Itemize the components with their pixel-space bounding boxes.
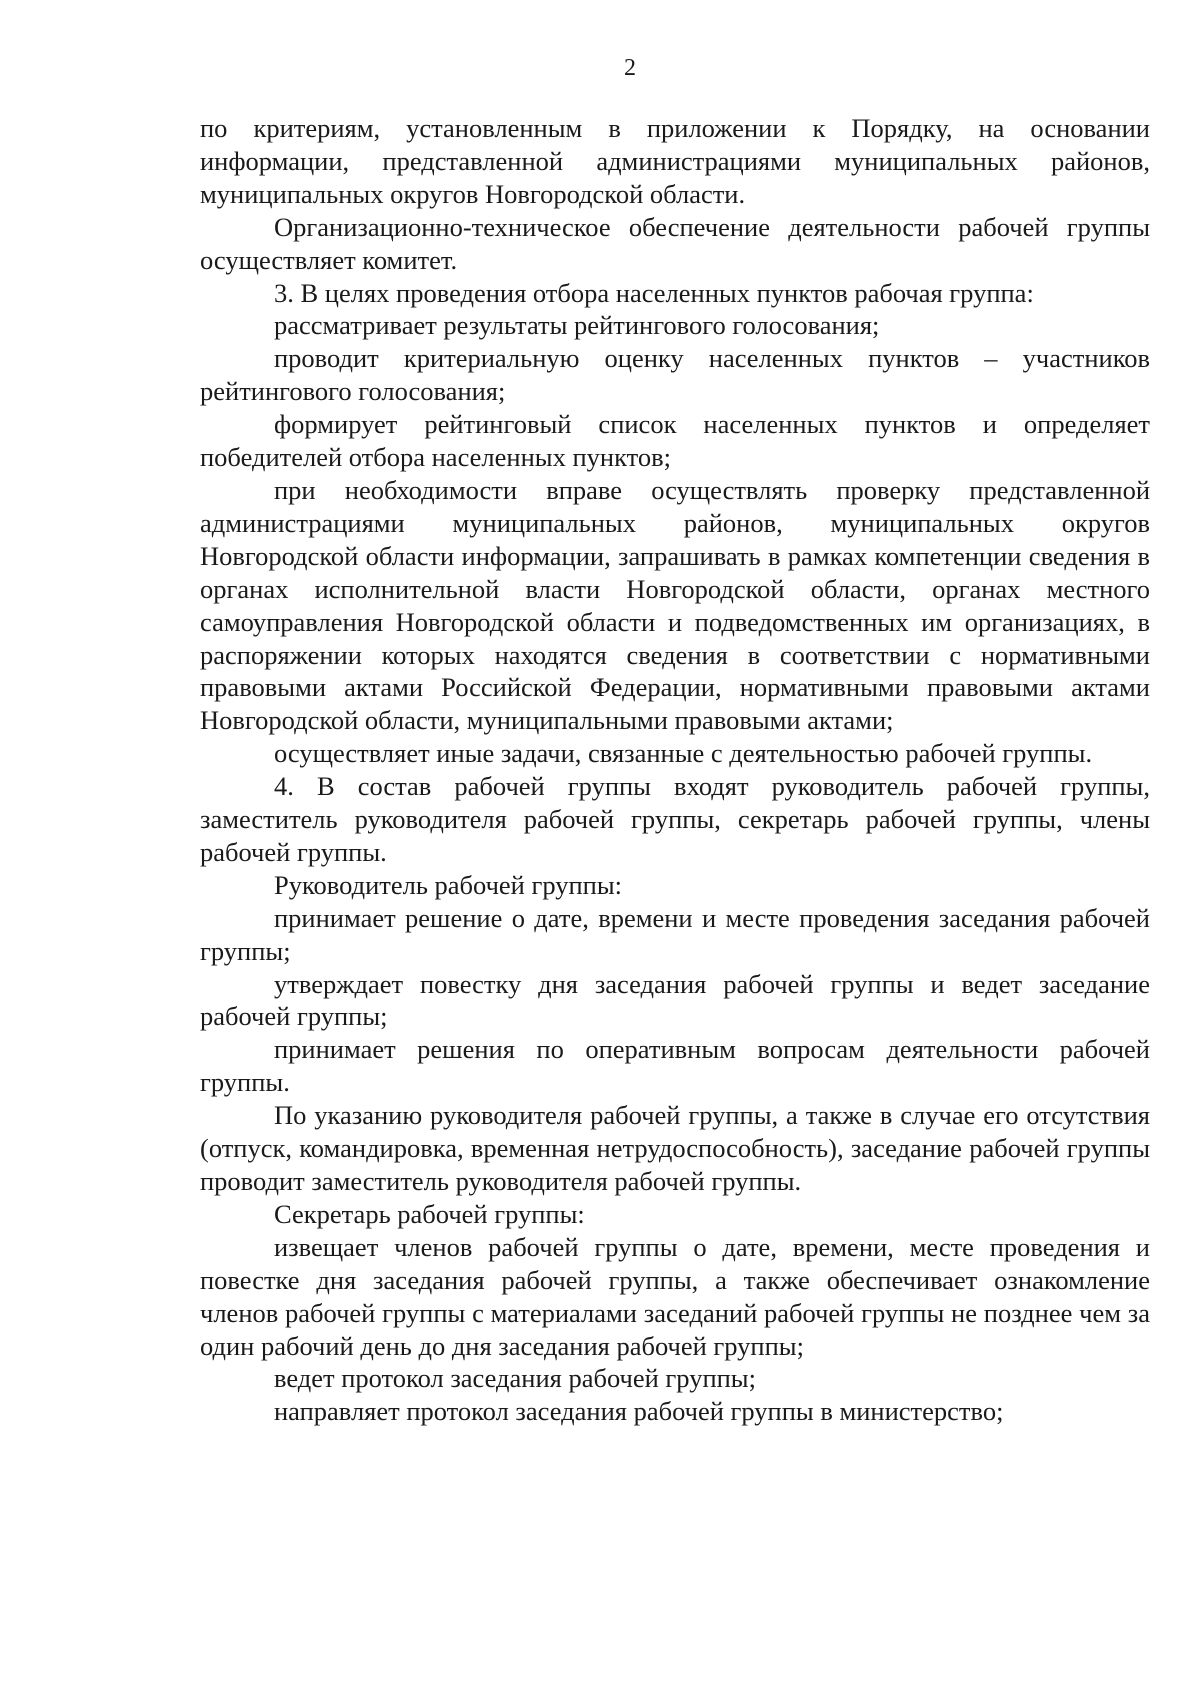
paragraph: ведет протокол заседания рабочей группы; <box>274 1363 756 1394</box>
paragraph: принимает решение о дате, времени и месте проведения заседания рабочей группы; <box>200 902 1150 966</box>
paragraph: 4. В состав рабочей группы входят руководитель рабочей группы, заместитель руководителя рабочей группы, секретарь рабочей группы, члены рабочей группы. <box>200 771 1150 867</box>
paragraph: по критериям, установленным в приложении к Порядку, на основании информации, представленной администрациями муниципальных районов, муниципальных округов Новгородской области. <box>200 113 1150 209</box>
paragraph: извещает членов рабочей группы о дате, времени, месте проведения и повестке дня заседания рабочей группы, а также обеспечивает ознакомление членов рабочей группы с материалами заседаний рабочей группы не позднее чем за один рабочий день до дня заседания рабочей группы; <box>200 1231 1150 1361</box>
paragraph: рассматривает результаты рейтингового голосования; <box>274 310 880 341</box>
paragraph: Организационно-техническое обеспечение деятельности рабочей группы осуществляет комитет. <box>200 211 1150 275</box>
paragraph: Секретарь рабочей группы: <box>274 1198 585 1229</box>
paragraph: осуществляет иные задачи, связанные с деятельностью рабочей группы. <box>274 738 1093 769</box>
paragraph: Руководитель рабочей группы: <box>274 869 623 900</box>
paragraph: принимает решения по оперативным вопросам деятельности рабочей группы. <box>200 1034 1150 1098</box>
paragraph: при необходимости вправе осуществлять проверку представленной администрациями муниципальных районов, муниципальных округов Новгородской области информации, запрашивать в рамках компетенции сведения в органах исполнительной власти Новгородской области, органах местного самоуправления Новгородской области и подведомственных им организациях, в распоряжении которых находятся сведения в соответствии с нормативными правовыми актами Российской Федерации, нормативными правовыми актами Новгородской области, муниципальными правовыми актами; <box>200 474 1150 736</box>
paragraph: направляет протокол заседания рабочей группы в министерство; <box>274 1396 1004 1427</box>
page-number: 2 <box>624 55 636 81</box>
paragraph: По указанию руководителя рабочей группы, а также в случае его отсутствия (отпуск, командировка, временная нетрудоспособность), заседание рабочей группы проводит заместитель руководителя рабочей группы. <box>200 1100 1150 1196</box>
paragraph: 3. В целях проведения отбора населенных пунктов рабочая группа: <box>274 277 1034 308</box>
paragraph: проводит критериальную оценку населенных пунктов – участников рейтингового голосования; <box>200 343 1150 407</box>
paragraph: утверждает повестку дня заседания рабочей группы и ведет заседание рабочей группы; <box>200 968 1150 1032</box>
document-body <box>200 112 1150 1428</box>
paragraph: формирует рейтинговый список населенных пунктов и определяет победителей отбора населенных пунктов; <box>200 409 1150 473</box>
